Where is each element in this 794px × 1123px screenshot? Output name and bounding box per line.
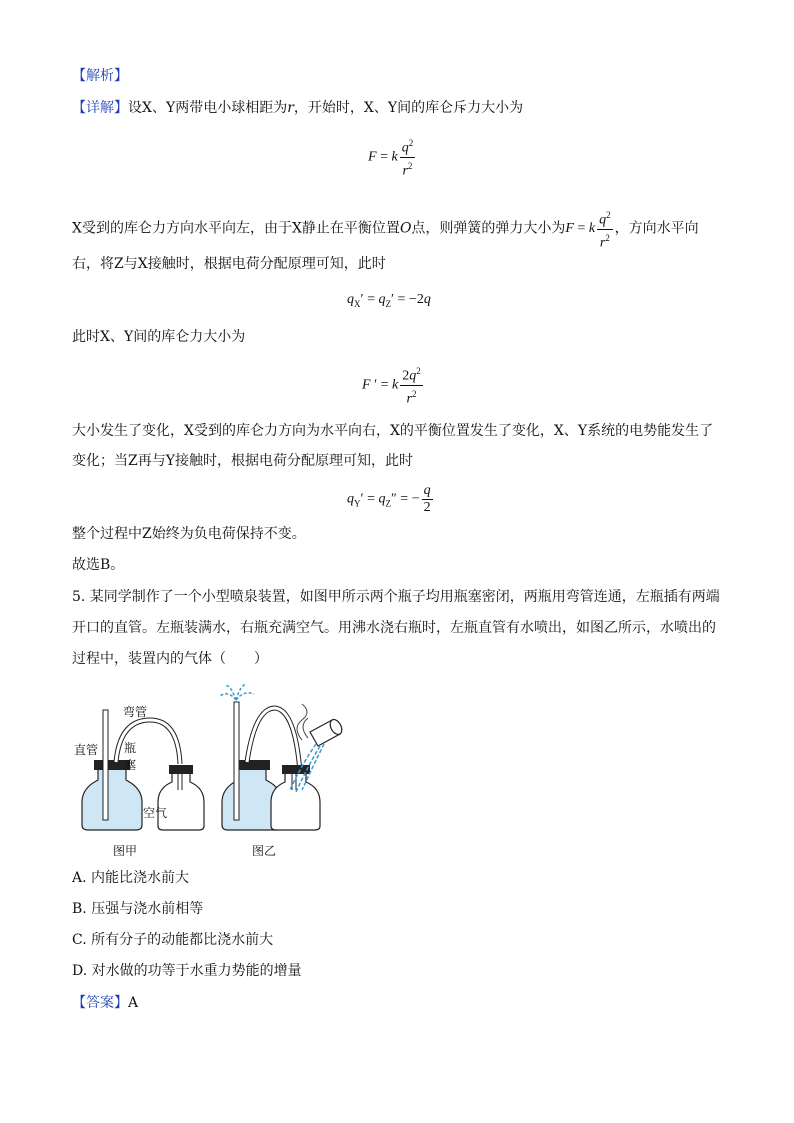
paragraph-5: 变化；当Z再与Y接触时，根据电荷分配原理可知，此时 bbox=[72, 453, 413, 469]
equation-coulomb-initial: F = k $\frac{q^2}{r^2}$ bbox=[368, 135, 417, 179]
detail-line bbox=[72, 98, 523, 118]
paragraph-3: 此时X、Y间的库仑力大小为 bbox=[72, 329, 246, 345]
answer-value: A bbox=[128, 995, 139, 1011]
figure-b bbox=[220, 684, 344, 830]
label-bent-tube: 弯管 bbox=[123, 705, 148, 719]
caption-figure-a: 图甲 bbox=[113, 844, 138, 858]
para1-text-c: ，方向水平向 bbox=[614, 220, 699, 237]
equation-charge-xz: $q_X' = q_Z' = -2q$ bbox=[347, 292, 431, 309]
steam bbox=[297, 704, 308, 740]
fountain-figure bbox=[70, 680, 360, 860]
analysis-tag: 【解析】 bbox=[72, 68, 128, 84]
detail-text: 设X、Y两带电小球相距为 bbox=[128, 100, 288, 116]
label-stopper-2: 塞 bbox=[124, 758, 137, 772]
left-bottle-a bbox=[82, 768, 142, 830]
option-d: D. 对水做的功等于水重力势能的增量 bbox=[72, 963, 302, 979]
caption-figure-b: 图乙 bbox=[252, 844, 277, 858]
option-a: A. 内能比浇水前大 bbox=[72, 870, 190, 886]
var-O: O bbox=[399, 220, 412, 237]
right-bottle-a bbox=[158, 772, 204, 830]
question-5-line-3: 过程中，装置内的气体（ ） bbox=[72, 651, 268, 667]
detail-tag: 【详解】 bbox=[72, 100, 128, 116]
paragraph-4: 大小发生了变化，X受到的库仑力方向为水平向右，X的平衡位置发生了变化，X、Y系统的电势能发生了 bbox=[72, 423, 714, 439]
paragraph-2: 右，将Z与X接触时，根据电荷分配原理可知，此时 bbox=[72, 256, 386, 272]
water-spray bbox=[220, 684, 254, 700]
paragraph-1 bbox=[72, 207, 699, 251]
straight-tube-b bbox=[234, 702, 239, 820]
inline-equation-spring: F = k $\frac{q^2}{r^2}$ bbox=[565, 221, 614, 236]
label-stopper-1: 瓶 bbox=[124, 741, 137, 755]
question-5-line-1: 5. 某同学制作了一个小型喷泉装置，如图甲所示两个瓶子均用瓶塞密闭，两瓶用弯管连通，左瓶插有两端 bbox=[72, 589, 720, 605]
detail-text-rest: ，开始时，X、Y间的库仑斥力大小为 bbox=[293, 100, 524, 116]
straight-tube-a bbox=[103, 710, 108, 820]
question-5-line-2: 开口的直管。左瓶装满水，右瓶充满空气。用沸水浇右瓶时，左瓶直管有水喷出，如图乙所示，水喷出的 bbox=[72, 620, 716, 636]
equation-charge-yz: $q_Y' = q_Z''$ = − $\frac{q}{2}$ bbox=[347, 483, 431, 515]
label-straight-tube: 直管 bbox=[74, 743, 99, 757]
label-air: 空气 bbox=[143, 806, 168, 820]
right-stopper-a bbox=[169, 765, 193, 774]
equation-coulomb-new: F ′ = k $\frac{2q^2}{r^2}$ bbox=[362, 363, 425, 407]
paragraph-7: 故选B。 bbox=[72, 557, 125, 573]
answer-line bbox=[72, 993, 138, 1013]
option-b: B. 压强与浇水前相等 bbox=[72, 901, 204, 917]
para1-text-b: 点，则弹簧的弹力大小为 bbox=[411, 220, 566, 237]
pouring-cup bbox=[310, 718, 344, 746]
answer-tag: 【答案】 bbox=[72, 995, 128, 1011]
paragraph-6: 整个过程中Z始终为负电荷保持不变。 bbox=[72, 526, 306, 542]
option-c: C. 所有分子的动能都比浇水前大 bbox=[72, 932, 274, 948]
var-r: r bbox=[287, 100, 294, 116]
para1-text-a: X受到的库仑力方向水平向左，由于X静止在平衡位置 bbox=[72, 220, 400, 237]
